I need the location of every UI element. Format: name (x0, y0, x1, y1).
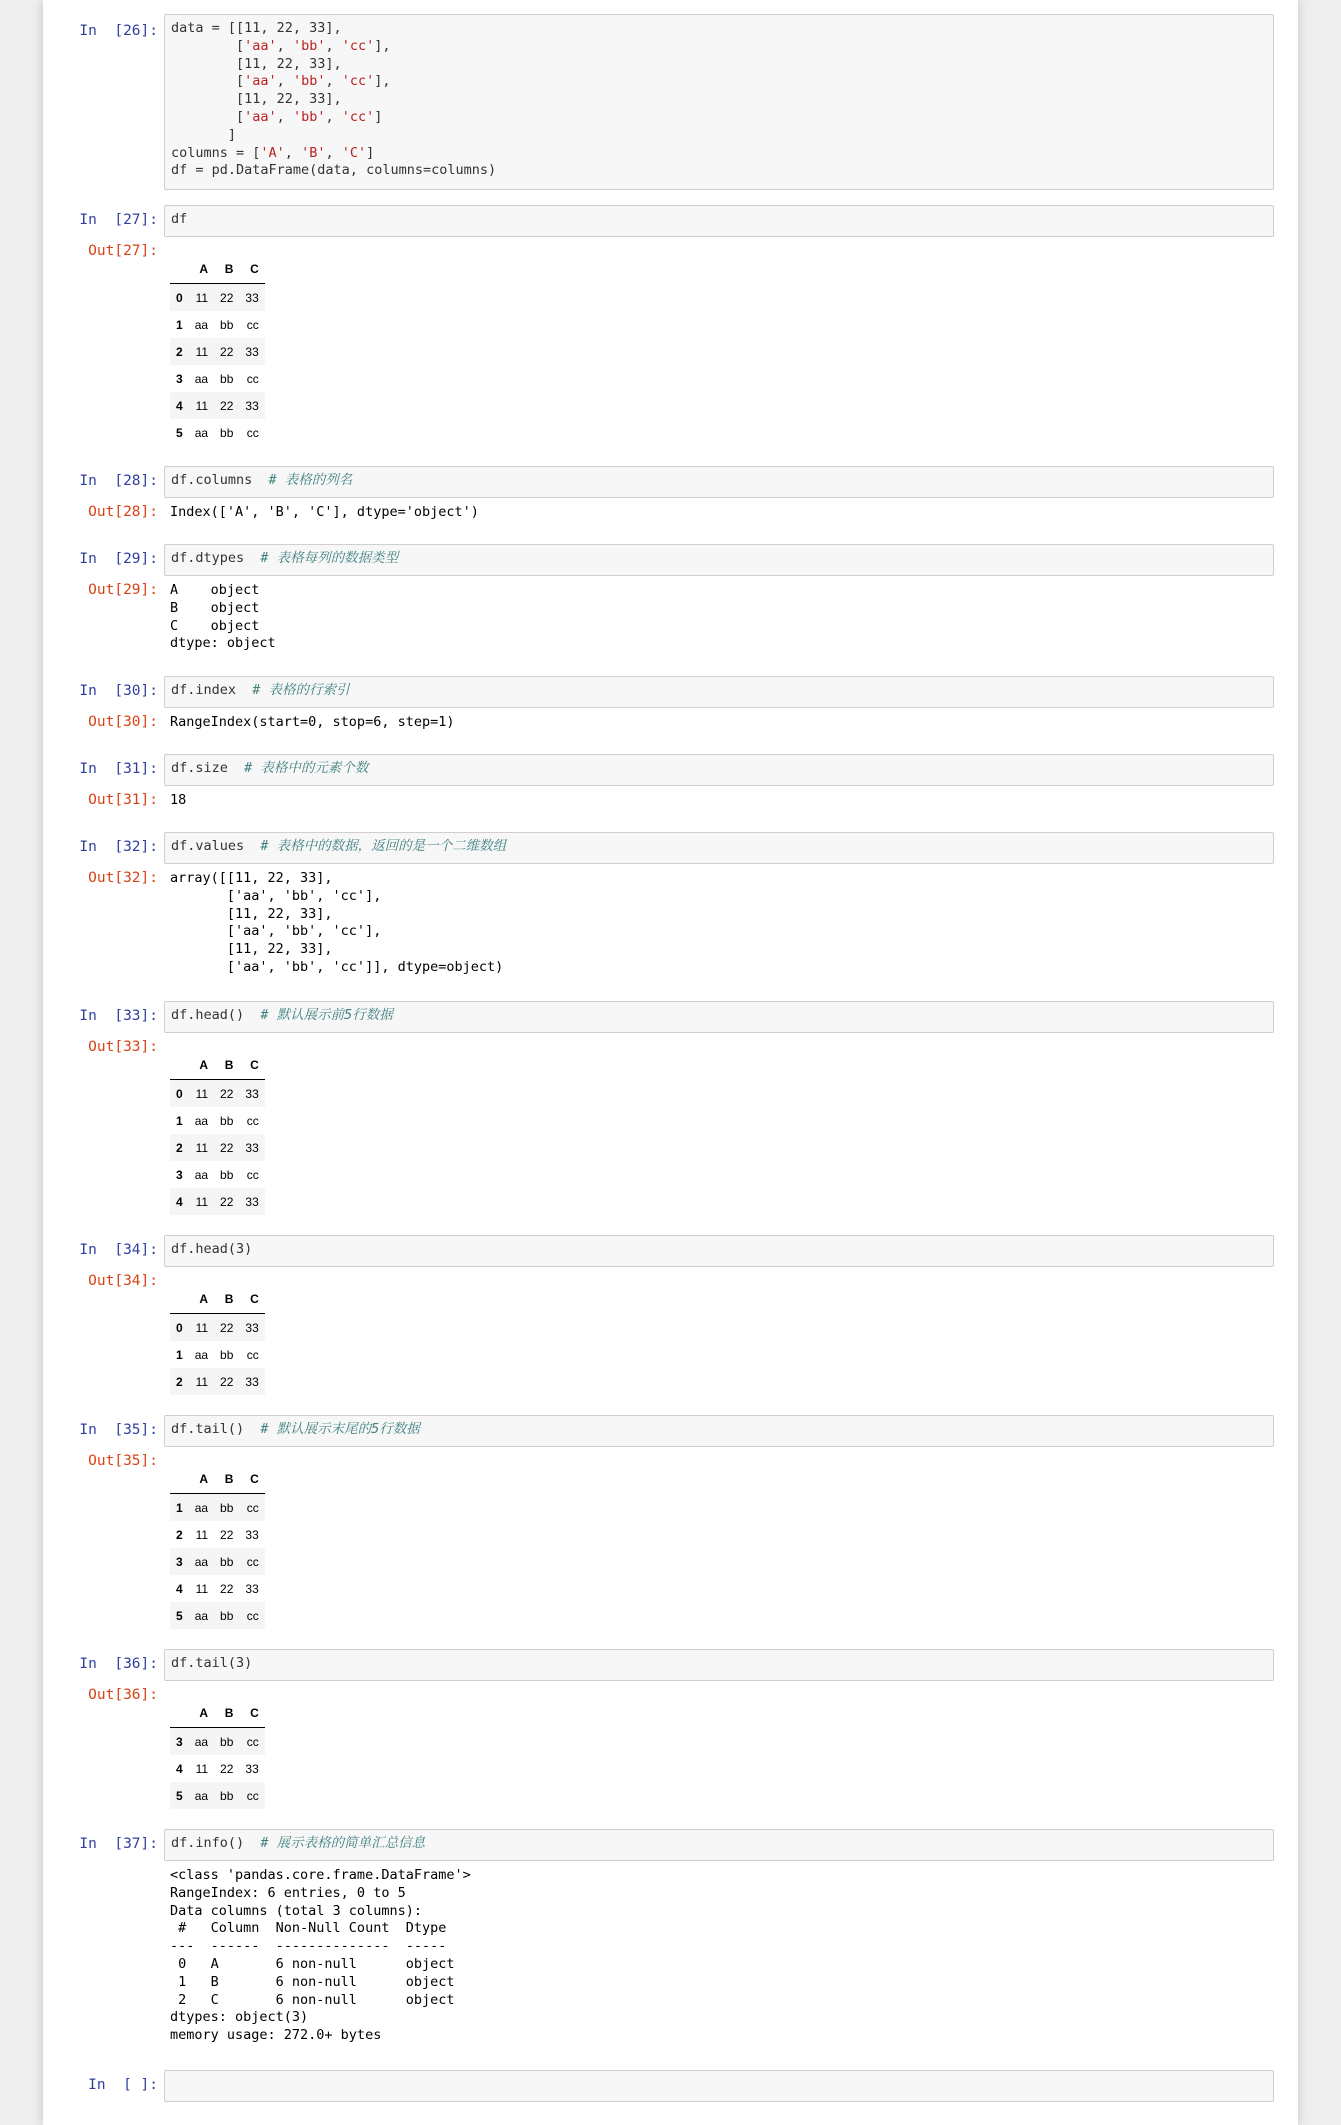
column-header: C (239, 1285, 264, 1314)
code-text (165, 677, 1273, 705)
code-input[interactable] (164, 466, 1274, 498)
table-cell: 33 (245, 1374, 259, 1389)
code-input[interactable] (164, 1415, 1274, 1447)
table-cell: cc (246, 1167, 259, 1182)
dataframe-table (170, 1465, 265, 1629)
table-row (170, 311, 265, 338)
index-header (170, 1051, 189, 1080)
table-cell: aa (194, 317, 209, 332)
code-text: df.tail(3) (171, 1655, 253, 1671)
column-header: B (214, 1465, 239, 1494)
output-text: 18 (170, 792, 187, 808)
row-index: 2 (176, 1374, 183, 1389)
input-prompt: In [32]: (79, 839, 158, 855)
code-input[interactable] (164, 832, 1274, 864)
table-cell: 33 (245, 1527, 259, 1542)
code-statement: df.info() (171, 1835, 245, 1851)
column-header: C (239, 1699, 264, 1728)
output-prompt: Out[28]: (88, 504, 158, 520)
code-input[interactable] (164, 1001, 1274, 1033)
row-index: 3 (176, 1554, 183, 1569)
table-cell: aa (194, 371, 209, 386)
row-index: 5 (176, 1608, 183, 1623)
table-cell: 11 (195, 1581, 209, 1596)
table-row (170, 338, 265, 365)
table-cell: cc (246, 371, 259, 386)
table-row (170, 1134, 265, 1161)
code-input[interactable] (164, 1649, 1274, 1681)
output-prompt: Out[35]: (88, 1453, 158, 1469)
table-cell: 22 (220, 1761, 234, 1776)
table-cell: cc (246, 317, 259, 332)
input-prompt: In [37]: (79, 1836, 158, 1852)
output-prompt: Out[34]: (88, 1273, 158, 1289)
table-cell: 22 (220, 1320, 234, 1335)
table-cell: 22 (220, 1194, 234, 1209)
code-comment: # 表格每列的数据类型 (260, 550, 399, 566)
input-prompt: In [36]: (79, 1656, 158, 1672)
column-header: B (214, 255, 239, 284)
output-text: array([[11, 22, 33], ['aa', 'bb', 'cc'], [11, 22, 33], ['aa', 'bb', 'cc'], [11, 22, 33], ['aa', 'bb', 'cc']], dtype=object) (170, 870, 504, 975)
input-prompt: In [35]: (79, 1422, 158, 1438)
table-cell: bb (220, 1608, 234, 1623)
string-literal: 'aa' (244, 108, 277, 125)
table-header-row (170, 1699, 265, 1728)
output-text: Index(['A', 'B', 'C'], dtype='object') (170, 504, 479, 520)
row-index: 1 (176, 1500, 183, 1515)
column-header: B (214, 1285, 239, 1314)
row-index: 0 (176, 1320, 183, 1335)
table-cell: 33 (245, 1761, 259, 1776)
table-cell: cc (246, 1788, 259, 1803)
column-header: A (189, 1051, 214, 1080)
column-header: A (189, 255, 214, 284)
row-index: 2 (176, 344, 183, 359)
code-text: df.head(3) (171, 1241, 253, 1257)
string-literal: 'bb' (292, 73, 326, 90)
table-cell: cc (246, 1347, 259, 1362)
table-cell: 22 (220, 1527, 234, 1542)
row-index: 4 (176, 398, 183, 413)
table-cell: bb (220, 1347, 234, 1362)
string-literal: 'B' (301, 144, 326, 161)
row-index: 5 (176, 1788, 183, 1803)
code-comment: # 默认展示前5行数据 (260, 1007, 393, 1023)
code-comment: # 表格中的元素个数 (244, 760, 369, 776)
table-cell: 11 (195, 1527, 209, 1542)
code-text (165, 467, 1273, 495)
table-header-row (170, 1285, 265, 1314)
row-index: 3 (176, 1167, 183, 1182)
index-header (170, 1285, 189, 1314)
code-statement: df.head() (171, 1007, 245, 1023)
string-literal: 'C' (341, 144, 367, 161)
column-header: C (239, 1465, 264, 1494)
code-input[interactable] (164, 676, 1274, 708)
table-cell: aa (194, 1734, 209, 1749)
table-row (170, 365, 265, 392)
table-cell: 22 (220, 1581, 234, 1596)
table-cell: bb (220, 1788, 234, 1803)
table-cell: cc (246, 1608, 259, 1623)
table-row (170, 1575, 265, 1602)
table-cell: 11 (195, 344, 209, 359)
row-index: 2 (176, 1527, 183, 1542)
table-row (170, 419, 265, 446)
table-cell: aa (194, 1608, 209, 1623)
output-text: RangeIndex(start=0, stop=6, step=1) (170, 714, 455, 730)
table-cell: cc (246, 1554, 259, 1569)
table-row (170, 1602, 265, 1629)
table-row (170, 1107, 265, 1134)
code-input[interactable] (164, 1235, 1274, 1267)
row-index: 4 (176, 1581, 183, 1596)
row-index: 3 (176, 1734, 183, 1749)
code-statement: df.columns (171, 472, 253, 488)
table-row (170, 1782, 265, 1809)
code-comment: # 表格中的数据，返回的是一个二维数组 (260, 838, 507, 854)
table-cell: bb (220, 1554, 234, 1569)
table-header-row (170, 1465, 265, 1494)
code-statement: df.index (171, 682, 237, 698)
table-cell: cc (246, 1734, 259, 1749)
table-cell: bb (220, 1113, 234, 1128)
table-cell: bb (220, 425, 234, 440)
output-prompt: Out[30]: (88, 714, 158, 730)
input-prompt: In [31]: (79, 761, 158, 777)
input-prompt: In [26]: (79, 23, 158, 39)
row-index: 1 (176, 1347, 183, 1362)
table-row (170, 1314, 265, 1342)
table-row (170, 1080, 265, 1108)
code-statement: df.size (171, 760, 228, 776)
code-comment: # 默认展示末尾的5行数据 (260, 1421, 420, 1437)
code-input[interactable] (164, 14, 1274, 190)
row-index: 0 (176, 290, 183, 305)
code-input[interactable] (164, 205, 1274, 237)
code-input[interactable] (164, 2070, 1274, 2102)
table-cell: 22 (220, 1140, 234, 1155)
table-row (170, 1494, 265, 1522)
code-text (165, 1002, 1273, 1030)
output-prompt: Out[29]: (88, 582, 158, 598)
code-statement: df.values (171, 838, 245, 854)
table-cell: 33 (245, 1581, 259, 1596)
string-literal: 'cc' (341, 37, 375, 54)
table-cell: 33 (245, 290, 259, 305)
table-cell: 11 (195, 1374, 209, 1389)
code-input[interactable] (164, 1829, 1274, 1861)
index-header (170, 255, 189, 284)
row-index: 4 (176, 1761, 183, 1776)
code-comment: # 表格的列名 (268, 472, 353, 488)
code-text (165, 545, 1273, 573)
dataframe-table (170, 1285, 265, 1395)
table-cell: 11 (195, 1140, 209, 1155)
input-prompt: In [30]: (79, 683, 158, 699)
table-cell: bb (220, 1167, 234, 1182)
table-cell: 33 (245, 1320, 259, 1335)
table-cell: aa (194, 1788, 209, 1803)
output-prompt: Out[33]: (88, 1039, 158, 1055)
string-literal: 'cc' (341, 73, 375, 90)
table-cell: aa (194, 1500, 209, 1515)
table-cell: 11 (195, 1320, 209, 1335)
table-header-row (170, 255, 265, 284)
input-prompt: In [28]: (79, 473, 158, 489)
table-row (170, 1755, 265, 1782)
table-row (170, 1548, 265, 1575)
table-cell: cc (246, 1113, 259, 1128)
code-comment: # 展示表格的简单汇总信息 (260, 1835, 426, 1851)
table-row (170, 1161, 265, 1188)
column-header: A (189, 1699, 214, 1728)
string-literal: 'bb' (292, 37, 326, 54)
table-cell: 11 (195, 1761, 209, 1776)
table-cell: bb (220, 317, 234, 332)
output-text: A object B object C object dtype: object (170, 582, 276, 652)
table-cell: 11 (195, 1086, 209, 1101)
input-prompt: In [29]: (79, 551, 158, 567)
code-statement: df.tail() (171, 1421, 245, 1437)
input-prompt: In [33]: (79, 1008, 158, 1024)
table-cell: 33 (245, 398, 259, 413)
table-cell: 22 (220, 398, 234, 413)
code-input[interactable] (164, 544, 1274, 576)
code-text (165, 833, 1273, 861)
code-text (165, 2071, 1273, 2081)
table-header-row (170, 1051, 265, 1080)
code-text (165, 1830, 1273, 1858)
table-row (170, 1728, 265, 1756)
code-text (165, 755, 1273, 783)
table-cell: bb (220, 1500, 234, 1515)
column-header: B (214, 1051, 239, 1080)
table-row (170, 392, 265, 419)
notebook-container (43, 0, 1298, 2125)
dataframe-table (170, 255, 265, 446)
table-row (170, 1188, 265, 1215)
table-cell: 33 (245, 1140, 259, 1155)
column-header: B (214, 1699, 239, 1728)
output-text: <class 'pandas.core.frame.DataFrame'> RangeIndex: 6 entries, 0 to 5 Data columns (total 3 columns): # Column Non-Null Count Dtype --- ------ -------------- ----- 0 A 6 non-null object 1 B 6 non-null object 2 C 6 non-null object dtypes: object(3) memory usage: 272.0+ bytes (170, 1867, 471, 2044)
table-cell: cc (246, 425, 259, 440)
table-cell: aa (194, 1113, 209, 1128)
code-comment: # 表格的行索引 (252, 682, 350, 698)
input-prompt: In [27]: (79, 212, 158, 228)
table-cell: 11 (195, 1194, 209, 1209)
table-cell: bb (220, 1734, 234, 1749)
code-text: df (171, 211, 188, 227)
string-literal: 'aa' (244, 37, 277, 54)
table-cell: aa (194, 1167, 209, 1182)
table-row (170, 284, 265, 312)
code-statement: df.dtypes (171, 550, 245, 566)
column-header: C (239, 1051, 264, 1080)
output-prompt: Out[31]: (88, 792, 158, 808)
table-row (170, 1521, 265, 1548)
code-text (165, 1416, 1273, 1444)
table-row (170, 1368, 265, 1395)
string-literal: 'cc' (341, 108, 375, 125)
dataframe-table (170, 1699, 265, 1809)
table-cell: 22 (220, 344, 234, 359)
output-prompt: Out[27]: (88, 243, 158, 259)
row-index: 3 (176, 371, 183, 386)
row-index: 1 (176, 1113, 183, 1128)
string-literal: 'aa' (244, 73, 277, 90)
table-cell: 22 (220, 1086, 234, 1101)
table-cell: aa (194, 1554, 209, 1569)
table-cell: 33 (245, 344, 259, 359)
table-cell: cc (246, 1500, 259, 1515)
output-prompt: Out[32]: (88, 870, 158, 886)
index-header (170, 1699, 189, 1728)
table-cell: 33 (245, 1194, 259, 1209)
row-index: 5 (176, 425, 183, 440)
code-text: data = [[11, 22, 33], ['aa', 'bb', 'cc'], [11, 22, 33], ['aa', 'bb', 'cc'], [11, 22, 33], ['aa', 'bb', 'cc'] ] columns = ['A', 'B', 'C'] df = pd.DataFrame(data, columns=columns) (171, 20, 497, 179)
string-literal: 'bb' (292, 108, 326, 125)
index-header (170, 1465, 189, 1494)
table-cell: aa (194, 425, 209, 440)
string-literal: 'A' (260, 144, 285, 161)
row-index: 4 (176, 1194, 183, 1209)
row-index: 2 (176, 1140, 183, 1155)
table-cell: 11 (195, 290, 209, 305)
table-cell: 22 (220, 1374, 234, 1389)
input-prompt: In [ ]: (88, 2077, 158, 2093)
table-cell: aa (194, 1347, 209, 1362)
table-cell: bb (220, 371, 234, 386)
code-input[interactable] (164, 754, 1274, 786)
column-header: A (189, 1465, 214, 1494)
row-index: 0 (176, 1086, 183, 1101)
column-header: C (239, 255, 264, 284)
output-prompt: Out[36]: (88, 1687, 158, 1703)
column-header: A (189, 1285, 214, 1314)
input-prompt: In [34]: (79, 1242, 158, 1258)
dataframe-table (170, 1051, 265, 1215)
table-cell: 11 (195, 398, 209, 413)
table-cell: 33 (245, 1086, 259, 1101)
table-cell: 22 (220, 290, 234, 305)
table-row (170, 1341, 265, 1368)
row-index: 1 (176, 317, 183, 332)
